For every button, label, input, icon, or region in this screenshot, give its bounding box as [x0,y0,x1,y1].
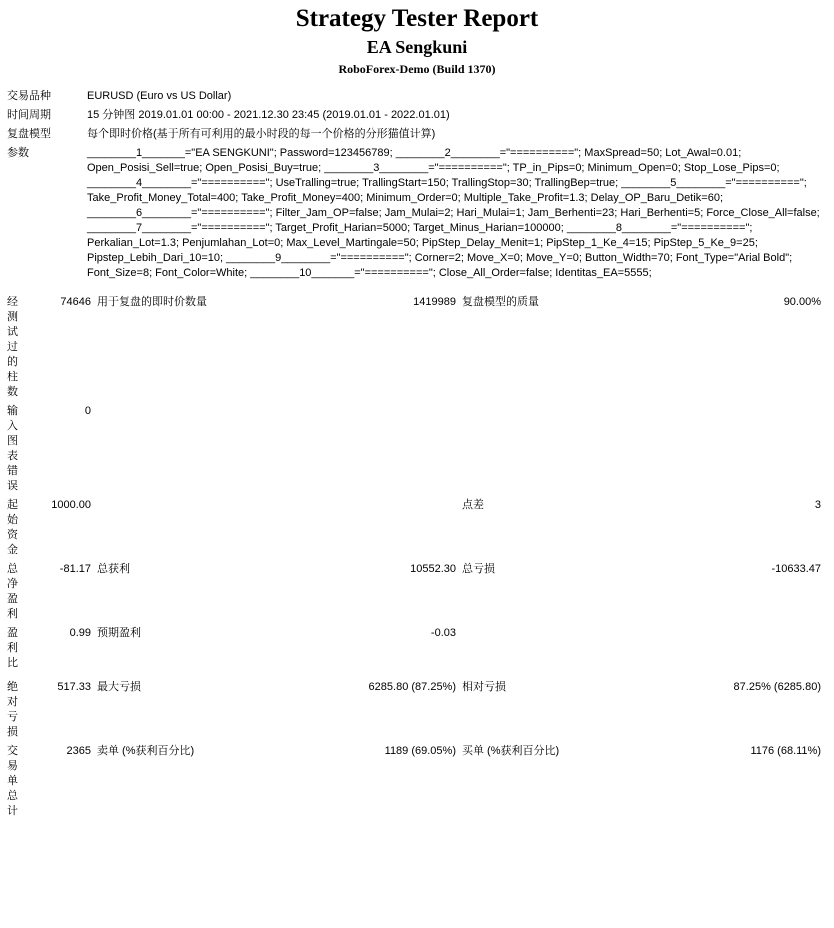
period-value: 15 分钟图 2019.01.01 00:00 - 2021.12.30 23:45 (2019.01.01 - 2022.01.01) [87,109,450,121]
report-header [0,0,834,77]
model-row [4,125,824,144]
row-mid [333,496,459,560]
row-mid: 10552.30 [410,563,456,575]
row-right [698,402,824,496]
row-mid-desc: 买单 (%获利百分比) [462,745,560,757]
row-mid: -0.03 [430,627,456,639]
params-value: ________1_______="EA SENGKUNI"; Password=123456789; ________2________="=========="; MaxSpread=50; Lot_Awal=0.01; Open_Posisi_Sell=true; Open_Posisi_Buy=true; ________3________="=========="; TP_in_Pips=0; Minimum_Open=0; Stop_Lose_Pips=0; ________4________="=========="; UseTralling=true; TrallingStart=150; TrallingStop=30; TrallingBep=true; ________5________="=========="; Take_Profit_Money_Total=400; Take_Profit_Money=400; Minimum_Order=0; Multiple_Take_Profit=1.3; Delay_OP_Baru_Detik=60; ________6________="=========="; Filter_Jam_OP=false; Jam_Mulai=2; Hari_Mulai=1; Jam_Berhenti=23; Hari_Berhenti=5; Force_Close_All=false; ________7________="=========="; Target_Profit_Harian=5000; Target_Minus_Harian=100000; ________8________="=========="; Perkalian_Lot=1.3; Penjumlahan_Lot=0; Max_Level_Martingale=50; PipStep_Delay_Menit=1; PipStep_1_Ke_4=15; PipStep_5_Ke_9=25; Pipstep_Lebih_Dari_10=10; ________9________="=========="; Corner=2; Move_X=0; Move_Y=0; Button_Width=70; Font_Type="Arial Bold"; Font_Size=8; Font_Color=White; ________10_______="=========="; Close_All_Order=false; Identitas_EA=5555; [87,147,823,279]
ea-name: EA Sengkuni [366,37,468,57]
row-mid: 6285.80 (87.25%) [368,681,456,693]
row-value: 0 [84,405,91,417]
page-title: Strategy Tester Report [295,5,539,32]
row-mid: 1189 (69.05%) [384,745,456,757]
row-desc [94,402,333,496]
row-mid-desc [459,402,698,496]
row-label: 起始资金 [7,499,18,556]
table-row [4,742,824,821]
row-desc: 最大亏损 [97,681,141,693]
row-value: 1000.00 [51,499,91,511]
row-mid-desc: 点差 [462,499,484,511]
row-mid-desc [459,624,698,678]
table-row [4,624,824,678]
row-desc: 预期盈利 [97,627,141,639]
row-desc [94,496,333,560]
period-label: 时间周期 [7,109,51,121]
row-label: 绝对亏损 [7,681,18,738]
row-right: 1176 (68.11%) [750,745,821,757]
row-desc: 用于复盘的即时价数量 [97,296,207,308]
row-right: 3 [814,499,821,511]
row-value: 2365 [66,745,91,757]
table-row [4,560,824,624]
table-row [4,293,824,402]
row-right: -10633.47 [771,563,821,575]
broker-build: RoboForex-Demo (Build 1370) [338,62,496,76]
row-mid-desc: 总亏损 [462,563,495,575]
row-right: 87.25% (6285.80) [733,681,821,693]
period-row [4,106,824,125]
row-mid-desc: 复盘模型的质量 [462,296,539,308]
row-value: 74646 [60,296,91,308]
row-value: -81.17 [59,563,91,575]
row-label: 总净盈利 [7,563,18,620]
row-value: 0.99 [69,627,91,639]
model-value: 每个即时价格(基于所有可利用的最小时段的每一个价格的分形猫值计算) [87,128,436,140]
row-value: 517.33 [57,681,91,693]
stats-table [4,293,824,821]
row-desc: 总获利 [97,563,130,575]
row-right: 90.00% [783,296,821,308]
table-row [4,496,824,560]
row-right [698,624,824,678]
info-table [4,87,824,283]
params-row [4,144,824,283]
row-desc: 卖单 (%获利百分比) [97,745,195,757]
table-row [4,678,824,742]
symbol-value: EURUSD (Euro vs US Dollar) [87,90,232,102]
row-label: 盈利比 [7,627,18,669]
row-label: 交易单总计 [7,745,18,817]
symbol-row [4,87,824,106]
params-label: 参数 [7,147,29,159]
symbol-label: 交易品种 [7,90,51,102]
row-mid [333,402,459,496]
row-mid-desc: 相对亏损 [462,681,506,693]
row-mid: 1419989 [413,296,456,308]
table-row [4,402,824,496]
model-label: 复盘模型 [7,128,51,140]
row-label: 输入图表错误 [7,405,18,492]
row-label: 经测试过的柱数 [7,296,18,398]
